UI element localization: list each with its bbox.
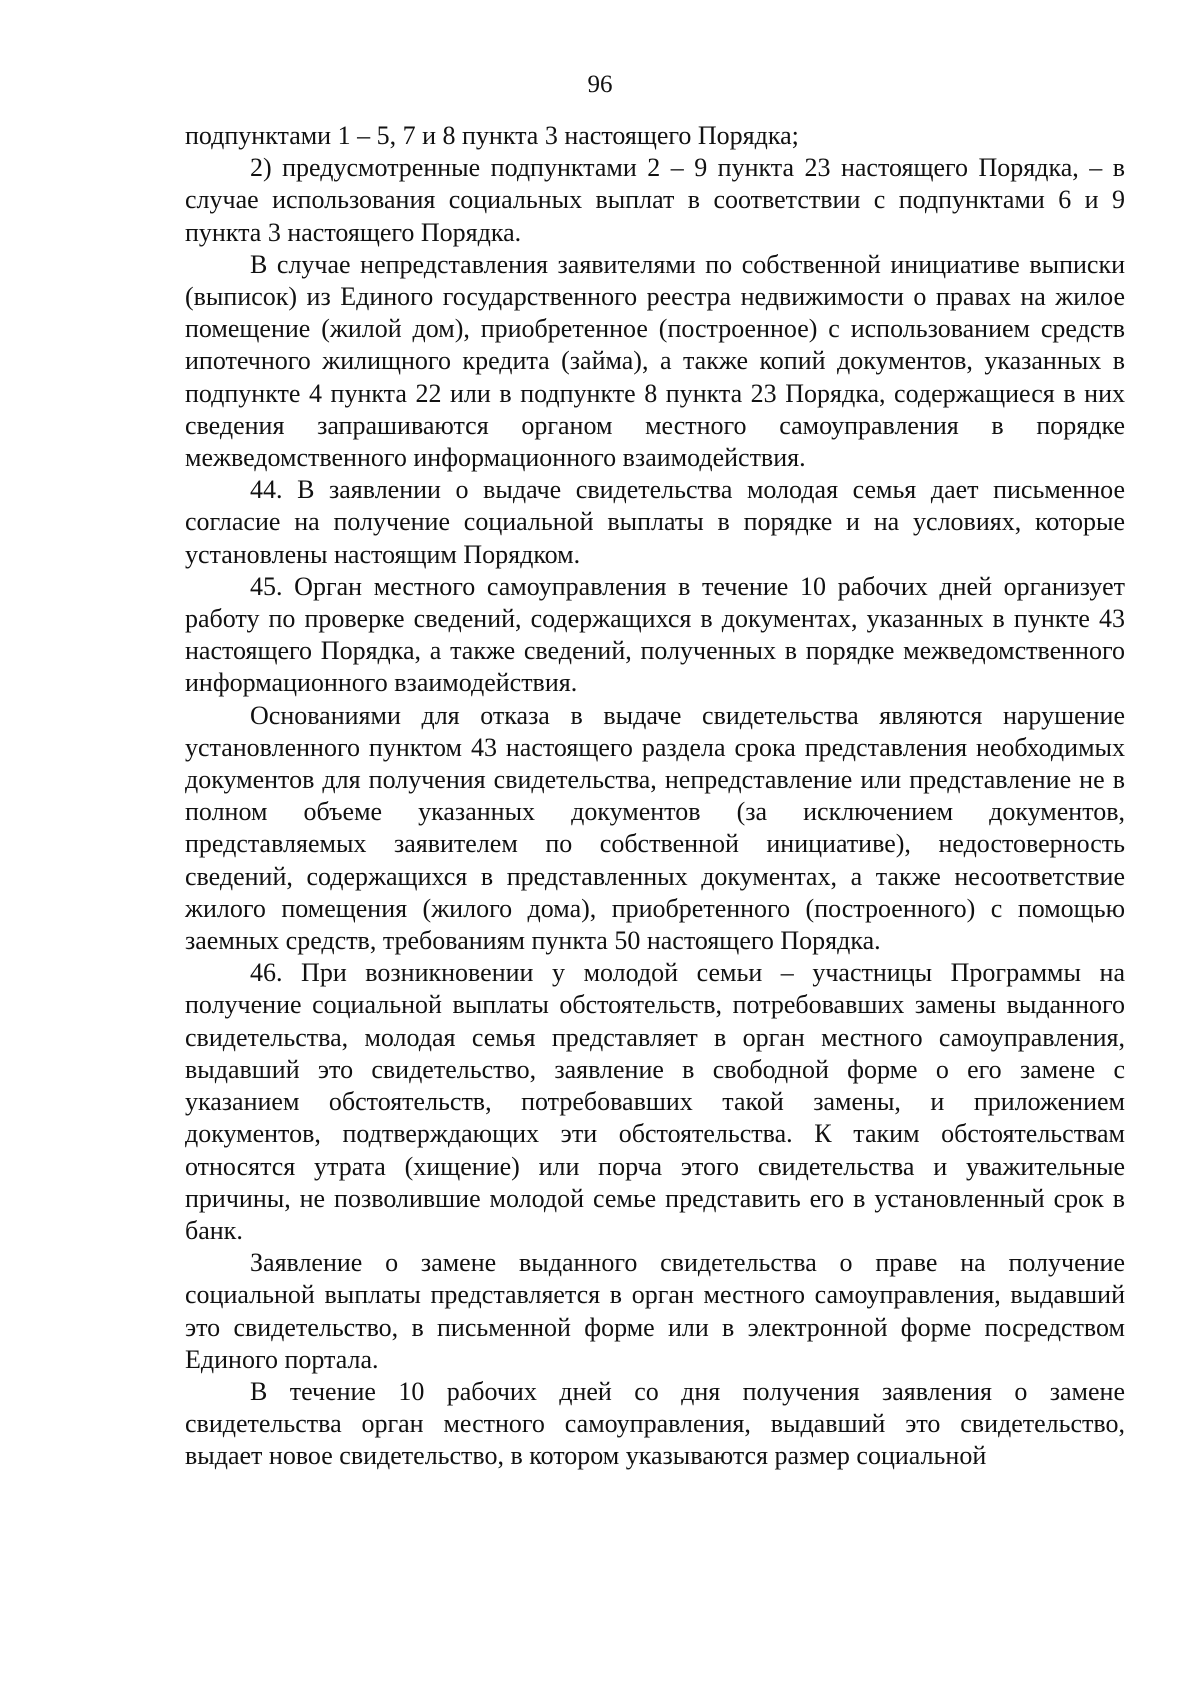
paragraph-3: В случае непредставления заявителями по собственной инициативе выписки (выписок) из Единого государственного реестра недвижимости о правах на жилое помещение (жилой дом), приобретенное (построенное) с использованием средств ипотечного жилищного кредита (займа), а также копий документов, указанных в подпункте 4 пункта 22 или в подпункте 8 пункта 23 Порядка, содержащиеся в них сведения запрашиваются органом местного самоуправления в порядке межведомственного информационного взаимодействия. [185,249,1125,473]
paragraph-8: Заявление о замене выданного свидетельства о праве на получение социальной выплаты представляется в орган местного самоуправления, выдавший это свидетельство, в письменной форме или в электронной форме посредством Единого портала. [185,1248,1125,1374]
paragraph-5: 45. Орган местного самоуправления в течение 10 рабочих дней организует работу по проверке сведений, содержащихся в документах, указанных в пункте 43 настоящего Порядка, а также сведений, полученных в порядке межведомственного информационного взаимодействия. [185,571,1125,698]
page-number: 96 [587,71,613,98]
paragraph-4: 44. В заявлении о выдаче свидетельства молодая семья дает письменное согласие на получение социальной выплаты в порядке и на условиях, которые установлены настоящим Порядком. [185,475,1125,569]
paragraph-6: Основаниями для отказа в выдаче свидетельства являются нарушение установленного пунктом 43 настоящего раздела срока представления необходимых документов для получения свидетельства, непредставление или представление не в полном объеме указанных документов (за исключением документов, представляемых заявителем по собственной инициативе), недостоверность сведений, содержащихся в представленных документах, а также несоответствие жилого помещения (жилого дома), приобретенного (построенного) с помощью заемных средств, требованиям пункта 50 настоящего Порядка. [185,700,1125,956]
paragraph-7: 46. При возникновении у молодой семьи – участницы Программы на получение социальной выплаты обстоятельств, потребовавших замены выданного свидетельства, молодая семья представляет в орган местного самоуправления, выдавший это свидетельство, заявление в свободной форме о его замене с указанием обстоятельств, потребовавших такой замены, и приложением документов, подтверждающих эти обстоятельства. К таким обстоятельствам относятся утрата (хищение) или порча этого свидетельства и уважительные причины, не позволившие молодой семье представить его в установленный срок в банк. [185,958,1125,1245]
paragraph-2: 2) предусмотренные подпунктами 2 – 9 пункта 23 настоящего Порядка, – в случае использования социальных выплат в соответствии с подпунктами 6 и 9 пункта 3 настоящего Порядка. [185,153,1125,247]
paragraph-1: подпунктами 1 – 5, 7 и 8 пункта 3 настоящего Порядка; [185,121,799,150]
document-body [185,120,1125,1473]
paragraph-9: В течение 10 рабочих дней со дня получения заявления о замене свидетельства орган местного самоуправления, выдавший это свидетельство, выдает новое свидетельство, в котором указываются размер социальной [185,1376,1125,1471]
